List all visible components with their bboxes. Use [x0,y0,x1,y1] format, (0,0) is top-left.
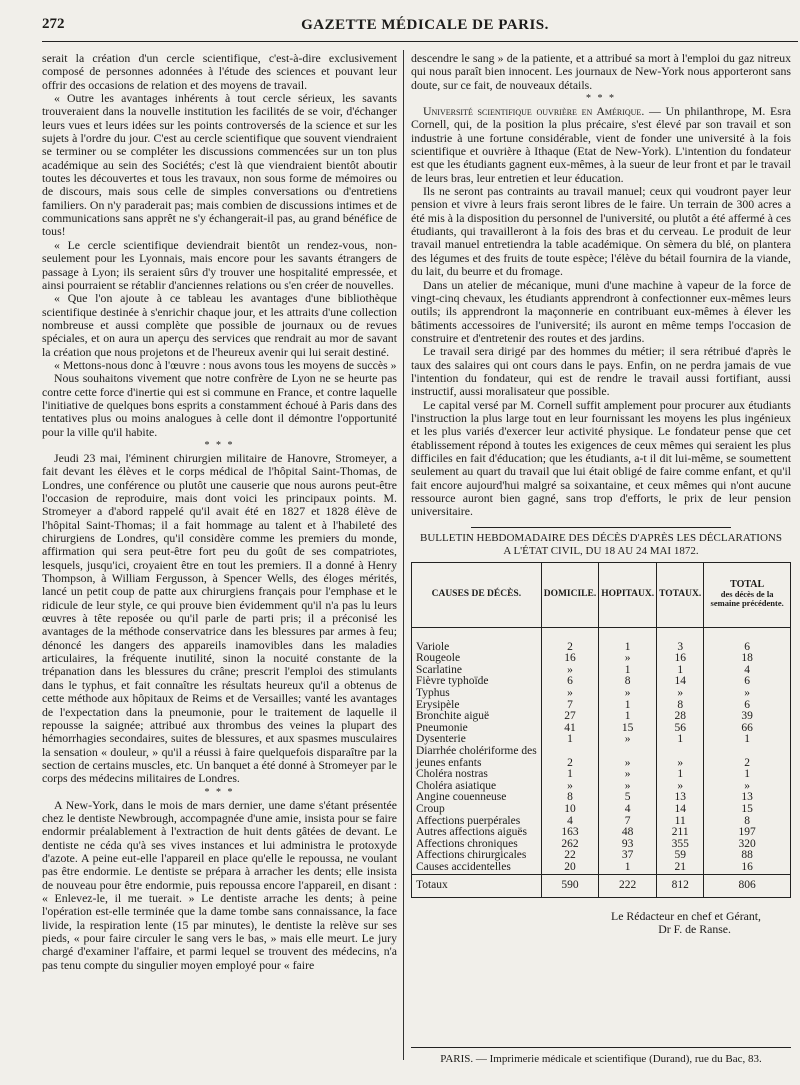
cell-domicile: » [541,781,599,793]
cell-cause: Fièvre typhoïde [412,676,542,688]
cell-domicile: 1 [541,769,599,781]
paragraph: « Que l'on ajoute à ce tableau les avantages d'une bibliothèque scientifique destinée à s'enrichir chaque jour, et les attraits d'une collection nombreuse et aussi complète que possible de journaux ou de revues spéciales, et on aura un aperçu des services que rendrait au mor de savant la création que nous projetons et de l'heureux avenir qui lui serait destiné. [42,291,397,359]
cell-hopitaux: 8 [599,676,657,688]
cell-prev: 320 [704,839,791,851]
cell-totaux: 16 [657,653,704,665]
cell-domicile: 41 [541,723,599,735]
paragraph: Le capital versé par M. Cornell suffit amplement pour procurer aux étudiants l'instruction la plus large tout en leur fournissant les moyens les plus ingénieux et les plus variés d'exercer leur activité physique. Le fondateur pense que cet établissement répond à toutes les exigences de ceux mêmes qui seraient les plus difficiles en fait d'éducation; que les étudiants, a-t il dit lui-même, se soumettent seulement au quart du travail que lui était obligé de faire comme enfant, et qu'il fait encore aujourd'hui malgré sa soixantaine, et ceux mêmes qui n'ont aucune ressource auront bien gagné, sans trop d'efforts, le prix de leur pension universitaire. [411,397,791,519]
cell-totaux: 355 [657,839,704,851]
paragraph: Jeudi 23 mai, l'éminent chirurgien militaire de Hanovre, Stromeyer, a fait devant les élèves et le corps médical de l'hôpital Saint-Thomas, de Londres, une conférence ou plutôt une causerie que nous aurons peut-être l'occasion de reproduire, mais dont voici les principaux points. M. Stromeyer a d'abord rappelé qu'il avait été en 1827 et 1828 élève de l'hôpital Saint-Thomas; il a fait hommage au talent et à l'habileté des chirurgiens de Londres, qu'il considère comme les premiers du monde, affirmation qui sera peut-être fort peu du goût de ses compatriotes, lesquels, jusqu'ici, croyaient être en tout les premiers. Il a donné à Henry Thompson, à William Fergusson, à Spencer Wells, des éloges mérités, lancé un petit coup de patte aux chirurgiens français pour l'emphase et le ridicule de leur style, ce qui prouve bien évidemment qu'il n'a pas lu leurs œuvres à tête reposée ou qu'il parle de parti pris; il a préconisé les avantages de la méthode conservatrice dans les blessures par armes à feu; dénoncé les dangers des appareils inamovibles dans les maladies articulaires, la fréquente inutilité, sinon la nocuité constante de la trépanation dans les blessures du crâne; prescrit l'emploi des stimulants dans le typhus, et fait connaître les résultats heureux qu'il a obtenus de cette méthode aux hôpitaux de Reims et de Versailles; vanté les avantages de l'expectation dans la pneumonie, pour le traitement de laquelle il repousse la saignée; attribué aux thrombus des veines la plupart des hémorrhagies secondaires, suites de blessures, et aux spasmes musculaires la sensation « douleur, » qu'il a réussi à faire quelquefois disparaître par la section de certains muscles, etc. Un banquet a été donné à Stromeyer par le corps des médecins militaires de Londres. [42,450,397,786]
printer-imprint: PARIS. — Imprimerie médicale et scientifique (Durand), rue du Bac, 83. [411,1047,791,1065]
page-number: 272 [42,16,65,32]
cell-totaux: » [657,758,704,770]
cell-cause: Angine couenneuse [412,792,542,804]
cell-hopitaux: 93 [599,839,657,851]
paragraph: serait la création d'un cercle scientifique, c'est-à-dire exclusivement composé de personnes adonnées à l'étude des sciences et pouvant leur offrir des occasions de relation et des moyens de travail. [42,51,397,92]
paragraph: Nous souhaitons vivement que notre confrère de Lyon ne se heurte pas contre cette force d'inertie qui est si commune en France, et contre laquelle l'initiative de quelques bons esprits a constamment échoué à Paris dans des tentatives plus ou moins analogues à celle dont il démontre l'opportunité pour la ville qu'il habite. [42,371,397,439]
cell-prev: 6 [704,642,791,654]
paragraph-text: — Un philanthrope, M. Esra Cornell, qui, de la position la plus précaire, s'est élevé par son travail et son industrie à une fortune considérable, vient de fonder une université à la fois scientifique et ouvrière à Ithaque (Etat de New-York). L'intention du fondateur est que les étudiants gagnent eux-mêmes, à la sueur de leur front et par le travail de leurs bras, leur entretien et leur éducation. [411,104,791,185]
cell-cause: Diarrhée cholériforme des [412,746,542,758]
cell-hopitaux: » [599,734,657,746]
cell-domicile: 27 [541,711,599,723]
cell-hopitaux: 15 [599,723,657,735]
cell-hopitaux: » [599,688,657,700]
cell-hopitaux: » [599,781,657,793]
cell-totaux: 56 [657,723,704,735]
cell-prev: 1 [704,734,791,746]
totals-label: Totaux [412,874,542,897]
cell-prev [704,746,791,758]
cell-cause: Croup [412,804,542,816]
paragraph: « Le cercle scientifique deviendrait bientôt un rendez-vous, non-seulement pour les Lyonnais, mais encore pour les savants étrangers de passage à Lyon; ils seraient sûrs d'y trouver une hospitalité empressée, et ainsi pourraient se rétablir d'anciennes relations ou s'en créer de nouvelles. [42,237,397,292]
cell-hopitaux: 1 [599,665,657,677]
cell-prev: 88 [704,850,791,862]
bulletin-rule [471,527,731,528]
cell-prev: 16 [704,862,791,874]
table-row [412,792,791,804]
cell-hopitaux [599,746,657,758]
header-hopitaux: HOPITAUX. [599,562,657,627]
cell-totaux [657,746,704,758]
bulletin-title-line: BULLETIN HEBDOMADAIRE DES DÉCÈS D'APRÈS LES DÉCLARATIONS [420,531,782,544]
cell-prev: 18 [704,653,791,665]
paragraph: Dans un atelier de mécanique, muni d'une machine à vapeur de la force de vingt-cinq chevaux, les étudiants apprendront à confectionner eux-mêmes leurs outils; ils apprendront la maçonnerie en contribuant eux-mêmes à élever les bâtiments accessoires de l'université; ils auront en même temps l'occasion de construire et d'entretenir des routes et des jardins. [411,277,791,345]
header-previous-total [704,562,791,627]
deaths-table-body [412,627,791,874]
cell-prev: 197 [704,827,791,839]
cell-totaux: 14 [657,676,704,688]
cell-domicile: 1 [541,734,599,746]
deaths-table [411,562,791,898]
cell-domicile: 22 [541,850,599,862]
cell-cause: Rougeole [412,653,542,665]
paragraph: A New-York, dans le mois de mars dernier, une dame s'étant présentée chez le dentiste Newbrough, accompagnée d'une amie, insista pour se faire endormir préalablement à l'extraction de huit dents gâtées de devant. Le dentiste ne céda qu'à ses vives instances et lui administra le protoxyde d'azote. A peine eut-elle l'appareil en place qu'elle le repoussa, ne voulant pas être endormie. Le dentiste se prépara à arracher les dents; elle insista de nouveau pour être endormie, puis repoussa encore l'appareil, en disant : « Enlevez-le, il me tuerait. » Le dentiste arrache les dents; à peine l'opération est-elle terminée que la dame tombe sans connaissance, la face livide, la respiration lente (15 par minutes), le dentiste la relève sur ses pieds, « pour faire circuler le sang vers le bas, » mais elle meurt. Le jury chargé d'examiner l'affaire, et parmi lequel se trouvent des médecins, n'a pas tenu compte du singulier moyen employé pour « faire [42,797,397,972]
table-row [412,723,791,735]
cell-totaux: » [657,781,704,793]
column-separator [403,50,404,1060]
cell-hopitaux: 1 [599,711,657,723]
cell-hopitaux: 1 [599,862,657,874]
section-heading: Université scientifique ouvrière en Amérique. [423,104,645,119]
cell-domicile: 16 [541,653,599,665]
header-totaux: TOTAUX. [657,562,704,627]
table-row [412,862,791,874]
paragraph: descendre le sang » de la patiente, et a attribué sa mort à l'emploi du gaz nitreux qui nous paraît bien innocent. Les journaux de New-York nous apporteront sans doute, sur ce fait, de nouveaux détails. [411,51,791,92]
cell-cause: Pneumonie [412,723,542,735]
cell-prev: 2 [704,758,791,770]
cell-prev: 1 [704,769,791,781]
cell-cause: Scarlatine [412,665,542,677]
cell-domicile: 20 [541,862,599,874]
cell-cause: Choléra nostras [412,769,542,781]
paragraph [411,105,791,185]
spacer-row [412,627,791,642]
cell-domicile: 8 [541,792,599,804]
cell-hopitaux: 7 [599,816,657,828]
cell-prev: 13 [704,792,791,804]
cell-domicile: 2 [541,758,599,770]
cell-totaux: 3 [657,642,704,654]
cell-prev: 66 [704,723,791,735]
cell-hopitaux: 5 [599,792,657,804]
table-row [412,804,791,816]
header-rule [42,41,798,42]
table-row [412,746,791,758]
section-separator: * * * [586,93,616,105]
cell-domicile: » [541,665,599,677]
cell-domicile: 10 [541,804,599,816]
cell-domicile: 6 [541,676,599,688]
cell-totaux: 211 [657,827,704,839]
cell-cause: Typhus [412,688,542,700]
cell-totaux: 1 [657,665,704,677]
cell-prev: 4 [704,665,791,677]
cell-hopitaux: 4 [599,804,657,816]
header-cause: CAUSES DE DÉCÈS. [412,562,542,627]
totals-domicile: 590 [541,874,599,897]
cell-hopitaux: » [599,769,657,781]
cell-cause: Autres affections aiguës [412,827,542,839]
cell-domicile: 7 [541,700,599,712]
cell-prev: » [704,688,791,700]
paragraph: Ils ne seront pas contraints au travail manuel; ceux qui voudront payer leur pension et vivre à leurs frais seront libres de le faire. Un terrain de 300 acres a été mis à la disposition du personnel de l'université, ou plutôt a été affermé à ces étudiants, qui travailleront à la fois des bras et du cerveau. Le produit de leur travail manuel entretiendra la table académique. On sèmera du blé, on plantera des légumes et des fruits de toute espèce; l'élève du bétail fournira de la viande, du lait, du beurre et du fromage. [411,184,791,279]
signature-title: Le Rédacteur en chef et Gérant, [611,908,761,923]
cell-domicile: 262 [541,839,599,851]
table-header-row [412,562,791,627]
table-row [412,676,791,688]
cell-totaux: 1 [657,734,704,746]
totals-totaux: 812 [657,874,704,897]
right-column [411,52,791,936]
cell-prev: 6 [704,700,791,712]
cell-totaux: 59 [657,850,704,862]
cell-domicile: 163 [541,827,599,839]
cell-hopitaux: 1 [599,642,657,654]
left-column [42,52,397,972]
cell-domicile: 4 [541,816,599,828]
cell-prev: 8 [704,816,791,828]
cell-totaux: 1 [657,769,704,781]
cell-cause: Affections chroniques [412,839,542,851]
cell-cause: Dysenterie [412,734,542,746]
cell-domicile: 2 [541,642,599,654]
cell-prev: » [704,781,791,793]
totals-previous: 806 [704,874,791,897]
cell-totaux: 13 [657,792,704,804]
header-total-sub: des décès de la semaine précédente. [710,588,784,609]
cell-cause: Variole [412,642,542,654]
signature-name: Dr F. de Ranse. [658,921,731,936]
cell-totaux: 21 [657,862,704,874]
paragraph: « Mettons-nous donc à l'œuvre : nous avons tous les moyens de succès » [54,357,397,372]
cell-hopitaux: » [599,653,657,665]
journal-title: GAZETTE MÉDICALE DE PARIS. [301,17,549,33]
bulletin-title [411,532,791,558]
cell-totaux: 11 [657,816,704,828]
cell-prev: 6 [704,676,791,688]
section-separator: * * * [204,439,235,451]
cell-hopitaux: 48 [599,827,657,839]
table-row [412,688,791,700]
table-row [412,711,791,723]
cell-hopitaux: » [599,758,657,770]
cell-cause: Choléra asiatique [412,781,542,793]
cell-domicile [541,746,599,758]
page-header [0,14,800,44]
cell-cause: Affections chirurgicales [412,850,542,862]
cell-prev: 39 [704,711,791,723]
cell-hopitaux: 37 [599,850,657,862]
table-row [412,653,791,665]
bulletin-title-line: A L'ÉTAT CIVIL, DU 18 AU 24 MAI 1872. [503,544,699,557]
cell-domicile: » [541,688,599,700]
cell-cause: Bronchite aiguë [412,711,542,723]
section-separator: * * * [204,786,235,798]
paragraph: « Outre les avantages inhérents à tout cercle sérieux, les savants trouveraient dans la nouvelle institution les facilités de se voir, d'échanger leurs vues et leurs idées sur les points controversés de la science et sur les sujets à l'ordre du jour. C'est au cercle scientifique que souvent viendraient se terminer ou se compléter les discussions commencées sur un ton plus académique au sein des Sociétés; c'est là que viendraient bientôt aboutir toutes les découvertes et tous les travaux, non sous forme de mémoires ou de discours, mais sous celle de simples conversations ou d'entretiens familiers. On n'y paraderait pas; mais combien de discussions intimes et de communications sans apprêt ne s'y échangerait-il pas, au grand bénéfice de tous! [42,91,397,239]
cell-totaux: 8 [657,700,704,712]
cell-cause: Causes accidentelles [412,862,542,874]
cell-totaux: 28 [657,711,704,723]
header-domicile: DOMICILE. [541,562,599,627]
cell-cause: Affections puerpérales [412,816,542,828]
cell-totaux: 14 [657,804,704,816]
cell-cause: Erysipèle [412,700,542,712]
totals-row [412,874,791,897]
table-row [412,642,791,654]
totals-hopitaux: 222 [599,874,657,897]
cell-cause: jeunes enfants [412,758,542,770]
cell-totaux: » [657,688,704,700]
paragraph: Le travail sera dirigé par des hommes du métier; il sera rétribué d'après le taux des salaires qui ont cours dans le pays. Enfin, on ne perdra jamais de vue l'intention du fondateur, qui est de rendre le travail aussi fortifiant, aussi instructif, aussi moralisateur que possible. [411,344,791,399]
cell-prev: 15 [704,804,791,816]
cell-hopitaux: 1 [599,700,657,712]
header-total-main: TOTAL [730,579,765,591]
